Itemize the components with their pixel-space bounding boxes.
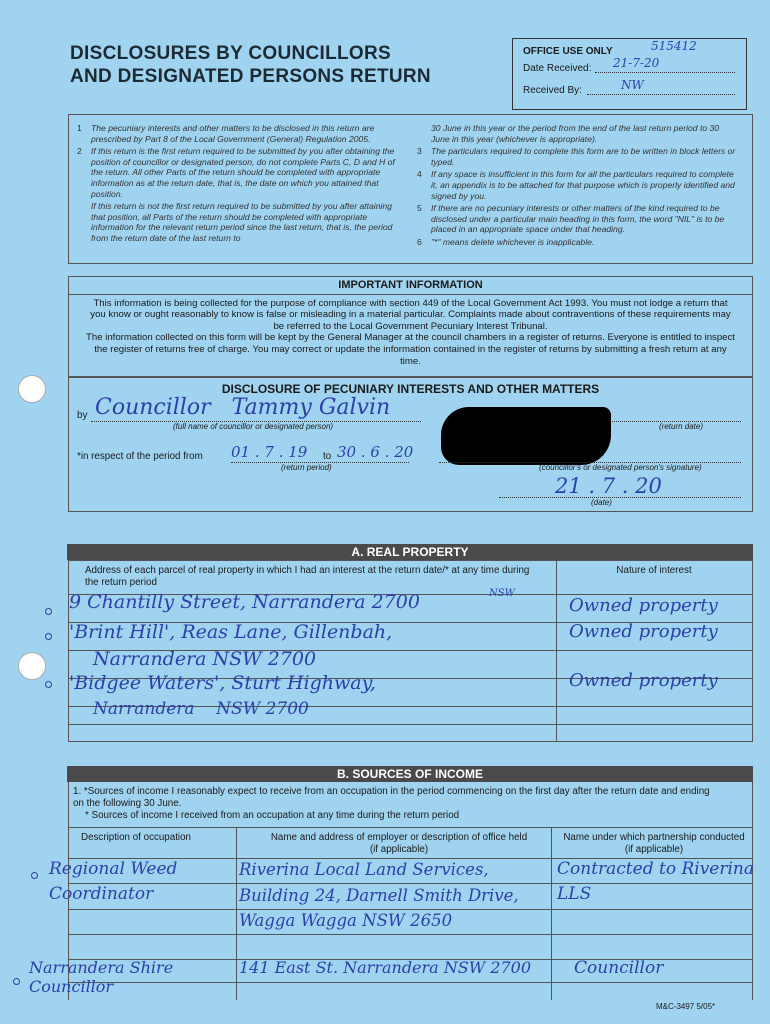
period-label: *in respect of the period from	[77, 451, 203, 462]
bullet-icon	[45, 633, 52, 640]
office-heading: OFFICE USE ONLY	[523, 46, 613, 57]
real-property-heading: A. REAL PROPERTY	[67, 544, 753, 560]
signature-caption: (councillor's or designated person's signature)	[539, 463, 702, 472]
instructions-left: 1 The pecuniary interests and other matters to be disclosed in this return are prescribed by Part 8 of the Local Government (General) Regulation 2005. 2 If this return is the first return required to be submitted by you after obtaining the position of councillor or designated person, do not complete Parts C, D and H of the return. All other Parts of the return should be completed with appropriate information as at the return date, that is, the date on which you attained that position. If this return is not the first return required to be submitted by you after attaining that position, all Parts of the return should be completed with appropriate information for the relevant return period since the last return, that is, the period from the return date of the last return to	[77, 123, 395, 243]
councillor-name[interactable]: Councillor Tammy Galvin	[95, 395, 391, 420]
received-by-value: NW	[621, 78, 644, 92]
period-to[interactable]: 30 . 6 . 20	[337, 443, 414, 461]
income-col-occupation: Description of occupation	[81, 832, 192, 843]
income-partnership[interactable]: Contracted to Riverina LLS	[557, 859, 755, 904]
period-from[interactable]: 01 . 7 . 19	[231, 443, 308, 461]
income-partnership[interactable]: Councillor	[574, 958, 664, 978]
received-by-label: Received By:	[523, 85, 582, 96]
bullet-icon	[45, 608, 52, 615]
property-state: NSW	[489, 588, 515, 599]
income-heading: B. SOURCES OF INCOME	[67, 766, 753, 782]
instructions-right: 30 June in this year or the period from the end of the last return period to 30 June in this year (whichever is appropriate). 3 The particulars required to complete this form are to be written in block letters or typed. 4 If any space is insufficient in this form for all the particulars required to complete it, an appendix is to be attached for that purpose which is properly identified and signed by you. 5 If there are no pecuniary interests or other matters of the kind required to be disclosed under a particular main heading in this form, the word "NIL" is to be placed in an appropriate space under that heading. 6 "*" means delete whichever is inapplicable.	[417, 123, 736, 247]
property-nature[interactable]: Owned property	[569, 621, 718, 642]
date-received-label: Date Received:	[523, 63, 592, 74]
real-property-table	[68, 560, 753, 742]
bullet-icon	[45, 681, 52, 688]
income-occupation[interactable]: Regional Weed Coordinator	[49, 859, 178, 904]
signature-redaction	[441, 407, 611, 465]
important-paragraph-2: The information collected on this form will be kept by the General Manager at the council chambers in a register of returns. Everyone is entitled to inspect the register of returns free of charge. You may correct or update the information contained in the register of returns by submitting a fresh return at any time.	[86, 332, 735, 367]
property-nature[interactable]: Owned property	[569, 595, 718, 616]
reference-number: 515412	[651, 39, 697, 53]
income-employer[interactable]: 141 East St. Narrandera NSW 2700	[239, 958, 532, 977]
income-occupation[interactable]: Narrandera Shire Councillor	[29, 958, 174, 996]
punch-hole	[18, 375, 46, 403]
income-col-partnership: Name under which partnership conducted (if applicable)	[563, 832, 745, 855]
bullet-icon	[31, 872, 38, 879]
period-caption: (return period)	[281, 463, 332, 472]
date-received-value: 21-7-20	[613, 56, 660, 70]
property-address[interactable]: Narrandera NSW 2700	[93, 648, 317, 670]
income-employer[interactable]: Riverina Local Land Services, Building 24, Darnell Smith Drive, Wagga Wagga NSW 2650	[239, 860, 519, 930]
important-paragraph-1: This information is being collected for the purpose of compliance with section 449 of the Local Government Act 1993. You must not lodge a return that you know or ought reasonably to know is false or misleading in a material particular. Complaints made about contraventions of these requirements may be referred to the Local Government Pecuniary Interest Tribunal.	[90, 297, 731, 332]
income-intro: 1. *Sources of income I reasonably expect to receive from an occupation in the period commencing on the first day after the return date and ending on the following 30 June.	[73, 786, 710, 809]
period-to-label: to	[323, 451, 332, 462]
name-caption: (full name of councillor or designated person)	[173, 422, 334, 431]
real-property-col-nature: Nature of interest	[616, 565, 692, 576]
return-date-caption: (return date)	[659, 422, 704, 431]
real-property-col-address: Address of each parcel of real property in which I had an interest at the return date/* at any time during the return period	[85, 565, 530, 588]
form-code: M&C-3497 5/05*	[656, 1002, 716, 1011]
property-address[interactable]: 'Brint Hill', Reas Lane, Gillenbah,	[69, 621, 393, 643]
form-title: DISCLOSURES BY COUNCILLORS AND DESIGNATED PERSONS RETURN	[70, 43, 431, 87]
disclosure-section	[68, 376, 753, 512]
important-information	[68, 276, 753, 378]
income-col-employer: Name and address of employer or description of office held (if applicable)	[270, 832, 528, 855]
income-intro-2: * Sources of income I received from an occupation at any time during the return period	[85, 810, 460, 821]
property-address[interactable]: Narrandera NSW 2700	[93, 699, 309, 719]
income-section	[29, 782, 755, 1000]
instructions-box	[68, 114, 753, 264]
property-address[interactable]: 9 Chantilly Street, Narrandera 2700	[69, 591, 420, 613]
signed-date[interactable]: 21 . 7 . 20	[555, 474, 662, 498]
disclosure-heading: DISCLOSURE OF PECUNIARY INTERESTS AND OTHER MATTERS	[221, 382, 600, 396]
important-heading: IMPORTANT INFORMATION	[338, 279, 483, 291]
date-caption: (date)	[591, 498, 612, 507]
bullet-icon	[13, 978, 20, 985]
punch-hole	[18, 652, 46, 680]
office-use-box	[512, 38, 747, 110]
by-label: by	[77, 410, 88, 421]
property-nature[interactable]: Owned property	[569, 670, 718, 691]
property-address[interactable]: 'Bidgee Waters', Sturt Highway,	[69, 672, 376, 694]
